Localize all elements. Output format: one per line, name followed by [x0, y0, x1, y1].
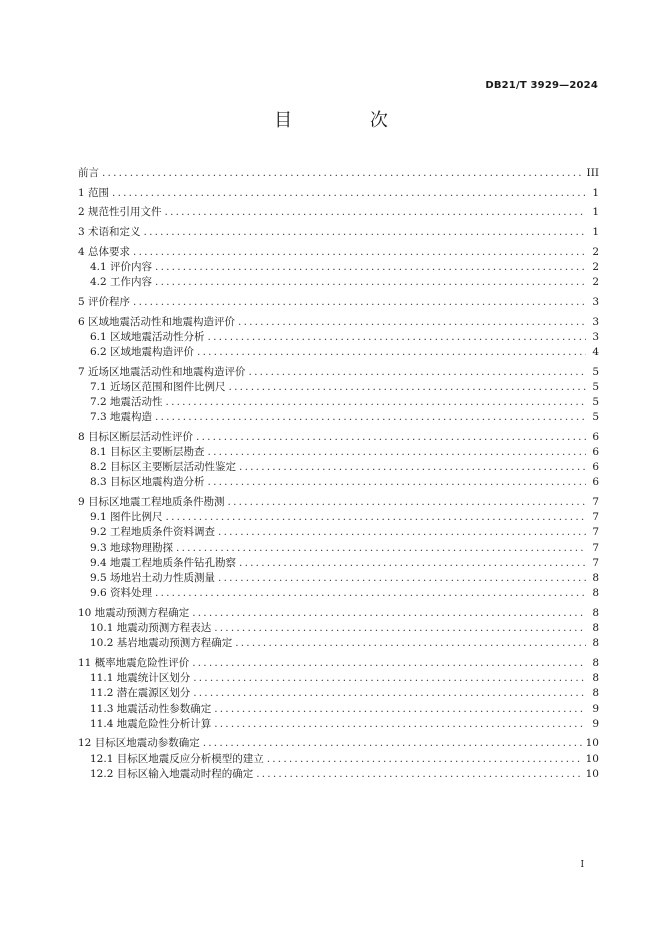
toc-entry-label: 4.1 评价内容: [90, 260, 153, 273]
toc-entry-page: 8: [592, 572, 599, 584]
toc-entry-page: 8: [592, 637, 599, 650]
toc-entry-label: 9.5 场地岩土动力性质测量: [90, 572, 216, 584]
toc-leader-dots: [193, 671, 586, 686]
toc-entry[interactable]: [78, 205, 599, 220]
toc-leader-dots: [267, 752, 583, 767]
toc-leader-dots: [155, 586, 586, 601]
toc-entry[interactable]: [78, 606, 599, 621]
toc-entry-label: 8.2 目标区主要断层活动性鉴定: [90, 461, 237, 474]
toc-leader-dots: [214, 621, 586, 636]
toc-entry[interactable]: [78, 410, 599, 425]
toc-entry-label: 6 区域地震活动性和地震构造评价: [78, 315, 236, 328]
toc-entry-label: 12 目标区地震动参数确定: [78, 737, 200, 750]
toc-entry-label: 7.1 近场区范围和图件比例尺: [90, 380, 226, 393]
toc-entry-label: 5 评价程序: [78, 295, 131, 308]
toc-entry-page: 3: [592, 295, 599, 308]
toc-entry-label: 11.4 地震危险性分析计算: [90, 717, 212, 730]
toc-entry[interactable]: [78, 717, 599, 732]
toc-leader-dots: [214, 717, 586, 732]
toc-entry-page: 7: [592, 526, 599, 539]
toc-entry-label: 10 地震动预测方程确定: [78, 606, 190, 619]
toc-entry-page: 6: [592, 446, 599, 458]
toc-entry[interactable]: [78, 365, 599, 380]
toc-entry-label: 6.1 区域地震活动性分析: [90, 330, 205, 343]
toc-entry[interactable]: [78, 430, 599, 445]
toc-leader-dots: [144, 225, 586, 240]
toc-leader-dots: [196, 430, 586, 445]
toc-entry-label: 8 目标区断层活动性评价: [78, 430, 194, 443]
toc-leader-dots: [102, 166, 584, 181]
toc-leader-dots: [218, 525, 586, 540]
toc-entry[interactable]: [78, 686, 599, 701]
toc-entry[interactable]: [78, 475, 599, 490]
toc-entry-page: III: [586, 167, 599, 179]
toc-entry[interactable]: [78, 260, 599, 275]
toc-entry-page: 8: [592, 622, 599, 635]
toc-entry-label: 10.2 基岩地震动预测方程确定: [90, 637, 233, 650]
toc-entry-label: 12.1 目标区地震反应分析模型的建立: [90, 752, 264, 765]
page-title: 目 次: [274, 110, 424, 131]
toc-leader-dots: [239, 460, 586, 475]
toc-entry-label: 9.4 地震工程地质条件钻孔勘察: [90, 556, 237, 569]
toc-leader-dots: [155, 260, 586, 275]
toc-leader-dots: [208, 445, 586, 460]
toc-entry-page: 5: [592, 380, 599, 393]
toc-entry-page: 7: [592, 511, 599, 524]
toc-entry-label: 3 术语和定义: [78, 226, 141, 239]
toc-entry-page: 7: [592, 556, 599, 569]
toc-entry[interactable]: [78, 510, 599, 525]
toc-entry-page: 8: [592, 656, 599, 669]
toc-entry[interactable]: [78, 556, 599, 571]
toc-entry-label: 11 概率地震危险性评价: [78, 656, 190, 669]
toc-entry[interactable]: [78, 315, 599, 330]
toc-leader-dots: [235, 636, 586, 651]
toc-leader-dots: [166, 395, 586, 410]
toc-entry-page: 2: [592, 260, 599, 273]
toc-entry-label: 9.1 图件比例尺: [90, 511, 163, 524]
toc-leader-dots: [112, 186, 586, 201]
toc-leader-dots: [208, 475, 586, 490]
toc-entry[interactable]: [78, 495, 599, 510]
toc-leader-dots: [166, 510, 586, 525]
toc-entry-label: 7 近场区地震活动性和地震构造评价: [78, 365, 246, 378]
toc-entry[interactable]: [78, 636, 599, 651]
toc-leader-dots: [197, 345, 586, 360]
toc-entry[interactable]: [78, 460, 599, 475]
toc-entry-label: 8.1 目标区主要断层勘查: [90, 446, 205, 458]
toc-entry-page: 1: [592, 226, 599, 239]
toc-entry[interactable]: [78, 345, 599, 360]
toc-entry-page: 10: [585, 767, 599, 780]
table-of-contents: [78, 166, 599, 782]
toc-entry[interactable]: [78, 752, 599, 767]
toc-entry[interactable]: [78, 445, 599, 460]
toc-entry-label: 10.1 地震动预测方程表达: [90, 622, 212, 635]
toc-entry-label: 6.2 区域地震构造评价: [90, 345, 195, 358]
toc-entry-label: 11.1 地震统计区划分: [90, 672, 191, 685]
toc-leader-dots: [218, 571, 586, 586]
toc-entry[interactable]: [78, 736, 599, 751]
toc-entry-page: 8: [592, 587, 599, 600]
toc-entry-label: 前言: [78, 167, 99, 179]
toc-leader-dots: [228, 495, 586, 510]
toc-entry[interactable]: [78, 225, 599, 240]
toc-entry-page: 6: [592, 430, 599, 443]
toc-entry-label: 7.2 地震活动性: [90, 395, 163, 408]
toc-entry-page: 8: [592, 672, 599, 685]
toc-entry-label: 9.6 资料处理: [90, 587, 153, 600]
toc-entry-label: 7.3 地震构造: [90, 411, 153, 424]
toc-leader-dots: [133, 295, 586, 310]
toc-entry-label: 2 规范性引用文件: [78, 206, 162, 219]
toc-entry[interactable]: [78, 702, 599, 717]
toc-entry-page: 6: [592, 461, 599, 474]
toc-leader-dots: [214, 702, 586, 717]
toc-entry[interactable]: [78, 586, 599, 601]
toc-entry-page: 10: [585, 752, 599, 765]
toc-leader-dots: [155, 275, 586, 290]
toc-leader-dots: [192, 606, 586, 621]
toc-entry-label: 9.2 工程地质条件资料调查: [90, 526, 216, 539]
toc-leader-dots: [192, 656, 586, 671]
toc-entry-page: 5: [592, 365, 599, 378]
toc-entry-label: 4.2 工作内容: [90, 276, 153, 289]
toc-entry-page: 2: [592, 276, 599, 289]
toc-entry[interactable]: [78, 166, 599, 181]
toc-entry-page: 8: [592, 687, 599, 700]
toc-entry[interactable]: [78, 571, 599, 586]
toc-entry[interactable]: [78, 295, 599, 310]
toc-entry[interactable]: [78, 541, 599, 556]
toc-entry-page: 4: [592, 345, 599, 358]
toc-entry[interactable]: [78, 186, 599, 201]
toc-leader-dots: [133, 245, 586, 260]
toc-leader-dots: [203, 736, 583, 751]
toc-entry-page: 8: [592, 606, 599, 619]
toc-leader-dots: [155, 410, 586, 425]
toc-entry[interactable]: [78, 380, 599, 395]
toc-leader-dots: [208, 330, 586, 345]
toc-entry[interactable]: [78, 395, 599, 410]
toc-entry-page: 1: [592, 206, 599, 219]
page-number: I: [580, 860, 584, 870]
toc-entry-page: 5: [592, 411, 599, 424]
toc-entry-label: 1 范围: [78, 186, 110, 199]
toc-leader-dots: [176, 541, 586, 556]
toc-entry-page: 10: [585, 737, 599, 750]
toc-leader-dots: [239, 556, 586, 571]
toc-entry-page: 6: [592, 476, 599, 489]
toc-entry-label: 11.3 地震活动性参数确定: [90, 702, 212, 715]
toc-entry-label: 11.2 潜在震源区划分: [90, 687, 191, 700]
toc-entry-page: 9: [592, 702, 599, 715]
toc-entry-label: 9 目标区地震工程地质条件勘测: [78, 496, 225, 509]
toc-entry-label: 4 总体要求: [78, 245, 131, 258]
toc-entry[interactable]: [78, 671, 599, 686]
toc-entry-label: 9.3 地球物理勘探: [90, 541, 174, 554]
toc-entry[interactable]: [78, 525, 599, 540]
toc-entry[interactable]: [78, 330, 599, 345]
toc-entry-page: 1: [592, 186, 599, 199]
toc-entry[interactable]: [78, 275, 599, 290]
toc-entry-page: 5: [592, 395, 599, 408]
toc-entry[interactable]: [78, 767, 599, 782]
toc-entry[interactable]: [78, 656, 599, 671]
toc-leader-dots: [193, 686, 586, 701]
toc-entry[interactable]: [78, 621, 599, 636]
toc-leader-dots: [238, 315, 586, 330]
toc-entry-page: 2: [592, 245, 599, 258]
toc-leader-dots: [249, 365, 586, 380]
toc-entry-page: 3: [592, 330, 599, 343]
toc-entry-page: 7: [592, 496, 599, 509]
toc-entry[interactable]: [78, 245, 599, 260]
toc-leader-dots: [229, 380, 586, 395]
toc-entry-page: 7: [592, 541, 599, 554]
toc-entry-label: 8.3 目标区地震构造分析: [90, 476, 205, 489]
document-code: DB21/T 3929—2024: [485, 80, 598, 91]
toc-entry-label: 12.2 目标区输入地震动时程的确定: [90, 767, 254, 780]
toc-entry-page: 9: [592, 717, 599, 730]
toc-leader-dots: [256, 767, 582, 782]
toc-leader-dots: [165, 205, 586, 220]
toc-entry-page: 3: [592, 315, 599, 328]
